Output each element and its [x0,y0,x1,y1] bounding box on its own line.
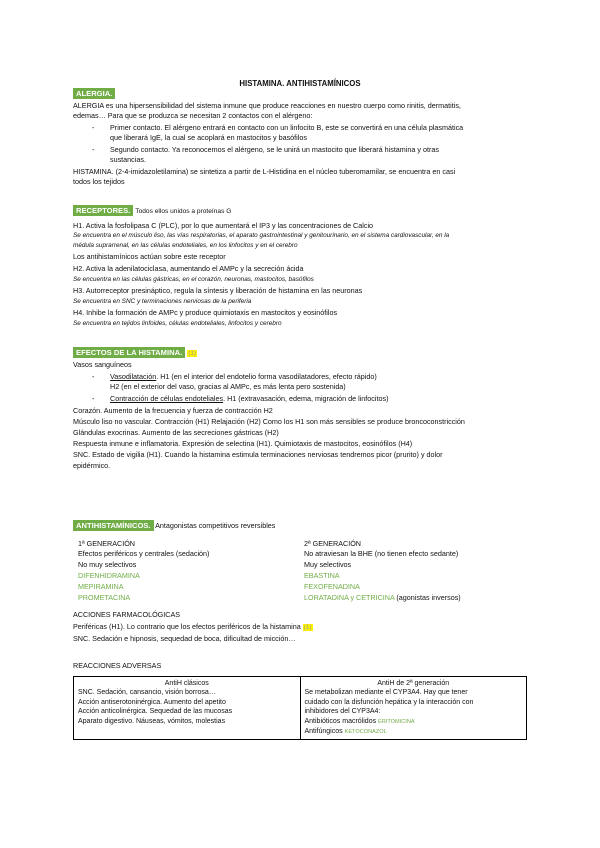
efecto-respuesta-inmune: Respuesta inmune e inflamatoria. Expresión de selectina (H1). Quimiotaxis de mastocitos, eosinófilos (H4) [73,439,413,448]
receptor-h4: H4. Inhibe la formación de AMPc y produce quimiotaxis en mastocitos y eosinófilos [73,308,338,317]
efecto-glandulas: Glándulas exocrinas. Aumento de las secreciones gástricas (H2) [73,428,279,437]
macrolidos-drug: ERITOMICINA [378,718,415,725]
footnote-mark: (1) [303,624,312,631]
antifungicos-label: Antifúngicos [304,728,343,736]
vasodilatacion-term: Vasodilatación [110,372,157,381]
col-header: AntiH de 2ª generación [377,680,450,687]
section-alergia [73,88,115,99]
histamina-def-2: todos los tejidos [73,177,125,186]
vasodilatacion-desc: . H1 (en el interior del endotelio forma vasodilatadores, efecto rápido) [156,372,377,381]
reacciones-col-2gen [300,677,527,740]
gen1-line-2: No muy selectivos [78,560,137,569]
alergia-item-2b: sustancias. [110,155,146,164]
gen2-title: 2ª GENERACIÓN [304,539,361,548]
table-line: SNC. Sedación, cansancio, visión borrosa… [78,689,216,697]
vasos-sanguineos: Vasos sanguíneos [73,360,132,369]
section-receptores [73,205,231,216]
contraccion-endotelial [110,394,388,403]
receptor-h1-location-1: Se encuentra en el músculo liso, las vías respiratorias, el aparato gastrointestinal y genitourinario, en el sistema cardiovascular, en la [73,232,450,239]
alergia-tag: ALERGIA. [73,88,115,99]
reacciones-col-clasicos [74,677,301,740]
bullet-dash: - [92,145,95,154]
table-line-antifungicos [305,727,523,737]
table-line: Aparato digestivo. Náuseas, vómitos, molestias [78,717,226,725]
antihist-note: Los antihistamínicos actúan sobre este receptor [73,252,226,261]
alergia-item-1a: Primer contacto. El alérgeno entrará en contacto con un linfocito B, este se convertirá en una célula plasmática [110,123,464,132]
macrolidos-label: Antibióticos macrólidos [304,717,377,725]
table-line: inhibidores del CYP3A4: [304,708,381,716]
section-antihistaminicos [73,520,275,531]
histamina-def-1: HISTAMINA. (2-4-imidazoletilamina) se sintetiza a partir de L-Histidina en el núcleo tuberomamilar, se encuentra en casi [73,167,456,176]
acciones-snc: SNC. Sedación e hipnosis, sequedad de boca, dificultad de micción… [73,634,296,643]
table-line: Se metabolizan mediante el CYP3A4. Hay que tener [304,689,468,697]
gen2-drug-row [304,593,461,602]
gen2-drug: FEXOFENADINA [304,582,360,591]
antihistaminicos-desc: Antagonistas competitivos reversibles [155,521,276,530]
receptor-h1: H1. Activa la fosfolipasa C (PLC), por lo que aumentará el IP3 y las concentraciones de Calcio [73,221,374,230]
page-title: HISTAMINA. ANTIHISTAMÍNICOS [239,79,361,88]
receptores-tag: RECEPTORES. [73,205,133,216]
gen2-drug: LORATADINA y CETRICINA [304,593,395,602]
receptor-h3-location: Se encuentra en SNC y terminaciones nerviosas de la periferia [73,298,252,305]
efectos-tag: EFECTOS DE LA HISTAMINA. [73,347,185,358]
vasodilatacion-h2: H2 (en el exterior del vaso, gracias al AMPc, es más lenta pero sostenida) [110,382,346,391]
efecto-musculo: Músculo liso no vascular. Contracción (H1) Relajación (H2) Como los H1 son más sensibles se produce broncoconstricción [73,417,465,426]
table-line: Acción antiserotoninérgica. Aumento del apetito [78,698,226,706]
bullet-dash: - [92,372,95,381]
reacciones-title: REACCIONES ADVERSAS [73,661,162,670]
gen1-drug: DIFENHIDRAMINA [78,571,140,580]
receptor-h2-location: Se encuentra en las células gástricas, en el corazón, neuronas, mastocitos, basófilos [73,276,314,283]
col-header: AntiH clásicos [164,680,209,687]
alergia-definition-2: edemas… Para que se produzca se necesitan 2 contactos con el alérgeno: [73,111,313,120]
gen2-drug: EBASTINA [304,571,340,580]
table-line: cuidado con la disfunción hepática y la interacción con [304,698,474,706]
gen2-drug-note: (agonistas inversos) [394,593,461,602]
footnote-mark: (1) [188,350,196,357]
receptor-h3: H3. Autorreceptor presináptico, regula la síntesis y liberación de histamina en las neuronas [73,286,363,295]
contraccion-term: Contracción de células endoteliales [110,394,224,403]
table-line-macrolidos [305,717,523,727]
bullet-dash: - [92,394,95,403]
efecto-snc-1: SNC. Estado de vigilia (H1). Cuando la histamina estimula terminaciones nerviosas tendremos picor (prurito) y dolor [73,450,443,459]
gen1-title: 1ª GENERACIÓN [78,539,135,548]
contraccion-desc: . H1 (extravasación, edema, migración de linfocitos) [223,394,389,403]
gen1-drug: MEPIRAMINA [78,582,124,591]
acciones-perifericas [73,622,313,632]
gen2-line-1: No atraviesan la BHE (no tienen efecto sedante) [304,549,459,558]
gen1-drug: PROMETACINA [78,593,131,602]
antihistaminicos-tag: ANTIHISTAMÍNICOS. [73,520,154,531]
alergia-item-1b: que liberará IgE, la cual se acoplará en mastocitos y basófilos [110,133,307,142]
reacciones-table [73,676,527,740]
gen1-line-1: Efectos periféricos y centrales (sedación) [78,549,210,558]
section-efectos [73,347,197,358]
acciones-title: ACCIONES FARMACOLÓGICAS [73,610,181,619]
table-line: Acción anticolinérgica. Sequedad de las mucosas [78,708,233,716]
gen2-line-2: Muy selectivos [304,560,352,569]
antifungicos-drug: KETOCONAZOL [344,729,387,736]
efecto-snc-2: epidérmico. [73,461,111,470]
perifericas-text: Periféricas (H1). Lo contrario que los efectos periféricos de la histamina [73,622,301,631]
bullet-dash: - [92,123,95,132]
efecto-corazon: Corazón. Aumento de la frecuencia y fuerza de contracción H2 [73,406,273,415]
alergia-definition-1: ALERGIA es una hipersensibilidad del sistema inmune que produce reacciones en nuestro cuerpo como rinitis, dermatitis, [73,101,461,110]
receptor-h1-location-2: médula suprarrenal, en las células endoteliales, en los linfocitos y en el cerebro [73,242,298,249]
receptor-h4-location: Se encuentra en tejidos linfoides, células endoteliales, linfocitos y cerebro [73,320,282,327]
alergia-item-2a: Segundo contacto. Ya reconocemos el alérgeno, se le unirá un mastocito que liberará histamina y otras [110,145,439,154]
receptores-note: Todos ellos unidos a proteínas G [135,208,232,215]
vasodilatacion [110,372,377,381]
receptor-h2: H2. Activa la adenilatociclasa, aumentando el AMPc y la secreción ácida [73,264,304,273]
